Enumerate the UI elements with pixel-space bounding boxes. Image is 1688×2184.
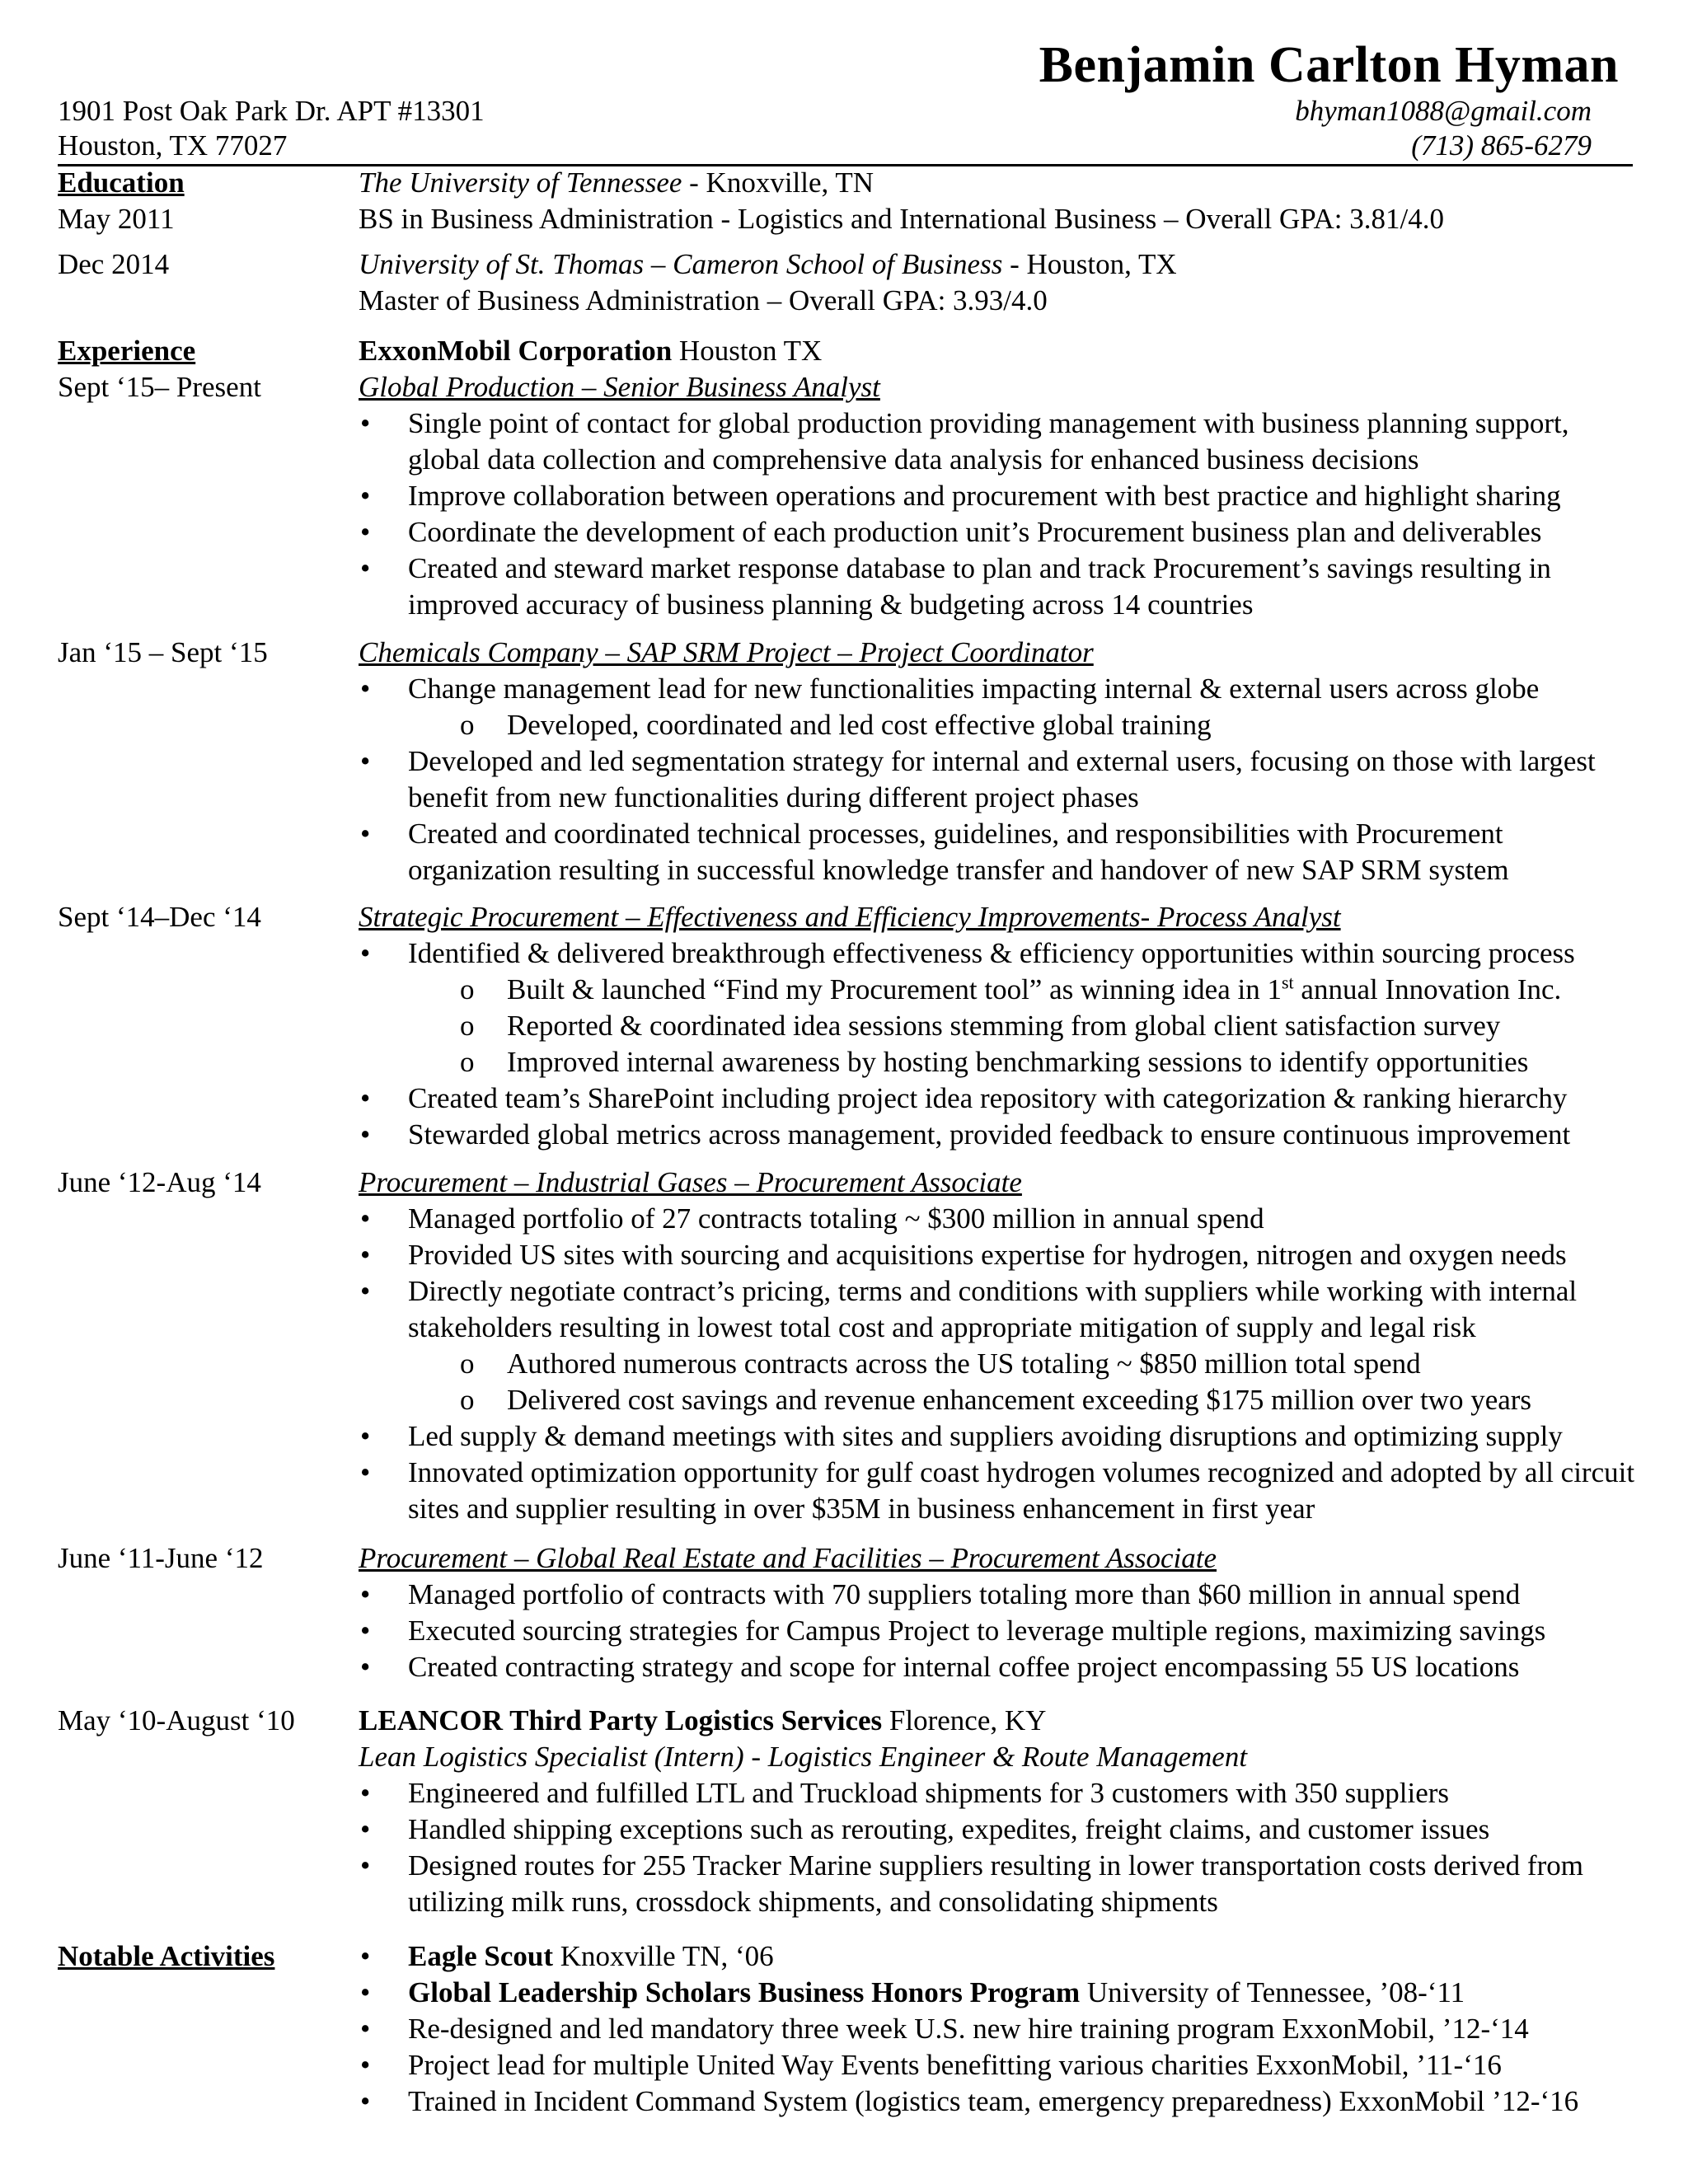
job-title-6: Lean Logistics Specialist (Intern) - Logistics Engineer & Route Management [359,1741,1248,1773]
job-1-bullets [359,405,1644,623]
job-date-3: Sept ‘14–Dec ‘14 [58,901,261,933]
job-3 [359,899,1644,1153]
job-2 [359,635,1644,888]
list-item: • Re-designed and led mandatory three week U.S. new hire training program ExxonMobil, ’12-‘14 [359,2011,1644,2047]
job-date-6: May ‘10-August ‘10 [58,1704,295,1736]
sub-list-item: o Delivered cost savings and revenue enhancement exceeding $175 million over two years [359,1382,1644,1418]
list-item: • Stewarded global metrics across management, provided feedback to ensure continuous improvement [359,1117,1644,1153]
company-location: Florence, KY [882,1704,1047,1736]
list-item: • Provided US sites with sourcing and acquisitions expertise for hydrogen, nitrogen and oxygen needs [359,1237,1644,1273]
activities-heading: Notable Activities [58,1940,275,1972]
address-line-1: 1901 Post Oak Park Dr. APT #13301 [58,95,485,127]
list-item: • Managed portfolio of contracts with 70 suppliers totaling more than $60 million in annual spend [359,1577,1644,1613]
list-item: • Managed portfolio of 27 contracts totaling ~ $300 million in annual spend [359,1201,1644,1237]
job-title-1: Global Production – Senior Business Analyst [359,371,880,403]
job-title-5: Procurement – Global Real Estate and Facilities – Procurement Associate [359,1542,1217,1574]
list-item: • Improve collaboration between operations and procurement with best practice and highlight sharing [359,478,1644,514]
list-item: • Change management lead for new functionalities impacting internal & external users across globe o Developed, coordinated and led cost effective global training [359,671,1644,743]
list-item: • Identified & delivered breakthrough effectiveness & efficiency opportunities within sourcing process o Built & launched “Find my Procurement tool” as winning idea in 1st annual Innovation Inc. o Reported & coordinated idea sessions stemming from global client satisfaction survey o Improved internal awareness by hosting benchmarking sessions to identify opportunities [359,935,1644,1080]
list-item: • Project lead for multiple United Way Events benefitting various charities ExxonMobil, ’11-‘16 [359,2047,1644,2083]
sub-list-item: o Developed, coordinated and led cost effective global training [359,707,1644,743]
job-6 [359,1703,1644,1920]
list-item: • Designed routes for 255 Tracker Marine suppliers resulting in lower transportation costs derived from utilizing milk runs, crossdock shipments, and consolidating shipments [359,1848,1644,1920]
education-heading: Education [58,166,185,199]
job-title-4: Procurement – Industrial Gases – Procurement Associate [359,1166,1022,1198]
phone: (713) 865-6279 [1411,129,1592,162]
list-item: • Engineered and fulfilled LTL and Truckload shipments for 3 customers with 350 suppliers [359,1775,1644,1811]
list-item: • Coordinate the development of each production unit’s Procurement business plan and deliverables [359,514,1644,551]
list-item: • Developed and led segmentation strategy for internal and external users, focusing on those with largest benefit from new functionalities during different project phases [359,743,1644,816]
job-date-4: June ‘12-Aug ‘14 [58,1166,261,1198]
edu-date-1: May 2011 [58,203,175,235]
job-1 [359,333,1644,623]
sub-list-item: o Built & launched “Find my Procurement tool” as winning idea in 1st annual Innovation Inc. [359,972,1644,1008]
job-5 [359,1540,1644,1685]
list-item: • Global Leadership Scholars Business Honors Program University of Tennessee, ’08-‘11 [359,1975,1644,2011]
edu-date-2: Dec 2014 [58,248,170,280]
list-item: • Created and steward market response database to plan and track Procurement’s savings resulting in improved accuracy of business planning & budgeting across 14 countries [359,551,1644,623]
list-item: • Directly negotiate contract’s pricing, terms and conditions with suppliers while working with internal stakeholders resulting in lowest total cost and appropriate mitigation of supply and legal risk o Authored numerous contracts across the US totaling ~ $850 million total spend o Delivered cost savings and revenue enhancement exceeding $175 million over two years [359,1273,1644,1418]
company-exxonmobil: ExxonMobil Corporation [359,335,673,367]
list-item: • Innovated optimization opportunity for gulf coast hydrogen volumes recognized and adopted by all circuit sites and supplier resulting in over $35M in business enhancement in first year [359,1455,1644,1527]
edu-entry-1 [359,165,1644,237]
edu-location-2: - Houston, TX [1002,248,1177,280]
job-date-2: Jan ‘15 – Sept ‘15 [58,636,268,668]
edu-school-2: University of St. Thomas – Cameron School of Business [359,248,1003,280]
list-item: • Handled shipping exceptions such as rerouting, expedites, freight claims, and customer issues [359,1811,1644,1848]
job-date-1: Sept ‘15– Present [58,371,261,403]
list-item: • Created contracting strategy and scope for internal coffee project encompassing 55 US locations [359,1649,1644,1685]
edu-degree-2: Master of Business Administration – Overall GPA: 3.93/4.0 [359,284,1048,316]
list-item: • Led supply & demand meetings with sites and suppliers avoiding disruptions and optimizing supply [359,1418,1644,1455]
list-item: • Executed sourcing strategies for Campus Project to leverage multiple regions, maximizing savings [359,1613,1644,1649]
list-item: • Created and coordinated technical processes, guidelines, and responsibilities with Procurement organization resulting in successful knowledge transfer and handover of new SAP SRM system [359,816,1644,888]
job-4 [359,1165,1644,1527]
experience-heading: Experience [58,335,196,367]
list-item: • Eagle Scout Knoxville TN, ‘06 [359,1938,1644,1975]
address-line-2: Houston, TX 77027 [58,129,288,162]
list-item: • Created team’s SharePoint including project idea repository with categorization & ranking hierarchy [359,1080,1644,1117]
list-item: • Single point of contact for global production providing management with business planning support, global data collection and comprehensive data analysis for enhanced business decisions [359,405,1644,478]
edu-degree-1: BS in Business Administration - Logistics and International Business – Overall GPA: 3.81/4.0 [359,203,1444,235]
sub-list-item: o Improved internal awareness by hosting benchmarking sessions to identify opportunities [359,1044,1644,1080]
job-title-2: Chemicals Company – SAP SRM Project – Project Coordinator [359,636,1094,668]
edu-entry-2 [359,246,1644,319]
edu-location-1: - Knoxville, TN [682,166,874,199]
email[interactable]: bhyman1088@gmail.com [1295,95,1592,127]
job-title-3: Strategic Procurement – Effectiveness and Efficiency Improvements- Process Analyst [359,901,1341,933]
education-dates [58,165,354,237]
company-leancor: LEANCOR Third Party Logistics Services [359,1704,883,1736]
job-date-5: June ‘11-June ‘12 [58,1542,264,1574]
sub-list-item: o Reported & coordinated idea sessions stemming from global client satisfaction survey [359,1008,1644,1044]
activities-list [359,1938,1644,2120]
candidate-name: Benjamin Carlton Hyman [1039,37,1619,93]
company-location: Houston TX [672,335,823,367]
sub-list-item: o Authored numerous contracts across the US totaling ~ $850 million total spend [359,1346,1644,1382]
list-item: • Trained in Incident Command System (logistics team, emergency preparedness) ExxonMobil ’12-‘16 [359,2083,1644,2120]
edu-school-1: The University of Tennessee [359,166,682,199]
